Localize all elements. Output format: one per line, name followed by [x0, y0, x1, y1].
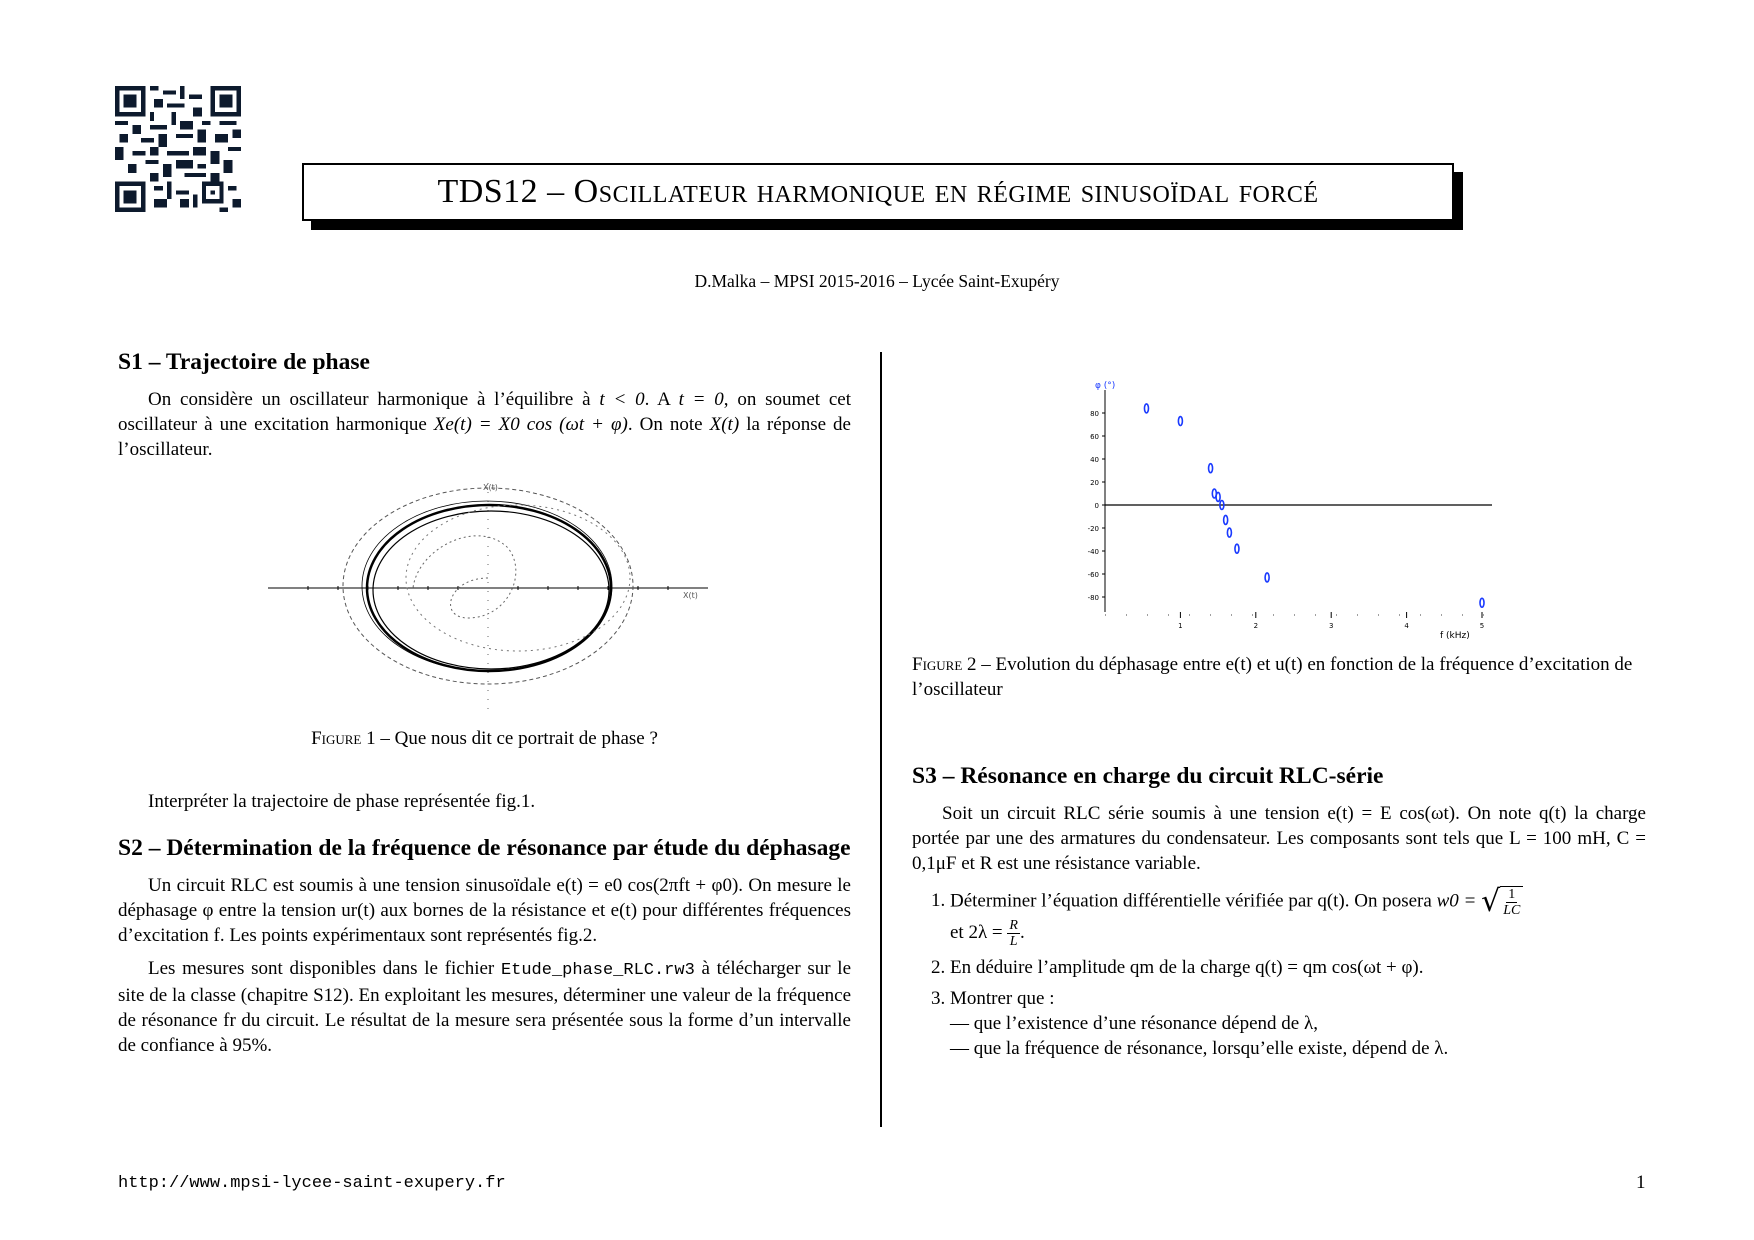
figure-2-caption: [912, 652, 1646, 702]
page-title: TDS12 – Oscillateur harmonique en régime sinusoïdal forcé: [437, 173, 1319, 210]
s1-cond1: t < 0: [599, 389, 645, 410]
fig2-y-tick-label: 40: [1090, 456, 1099, 464]
s1-text-d: . On note: [627, 414, 710, 435]
qr-code: [115, 86, 241, 212]
fig2-y-tick-label: 0: [1094, 502, 1099, 510]
figure-1-phase-portrait: [118, 478, 851, 718]
fig2-ticks: [1088, 410, 1485, 630]
page-number: 1: [1636, 1172, 1646, 1193]
fig2-axes: [1105, 390, 1492, 615]
s3-item-2: 2. En déduire l’amplitude qm de la charge q(t) = qm cos(ωt + φ).: [950, 955, 1646, 980]
r-over-l: [1007, 918, 1020, 949]
fig2-data-point: [1209, 464, 1213, 473]
fig1-axes: [268, 483, 708, 710]
fig2-data-point: [1178, 417, 1182, 426]
s1-cond2: t = 0: [678, 389, 724, 410]
fig1-y-label: X(t): [483, 483, 498, 492]
frac-den: LC: [1503, 903, 1521, 918]
figure-2-phase-chart: [912, 370, 1646, 640]
s3-item1-text: Déterminer l’équation différentielle vérifiée par q(t). On posera: [950, 890, 1437, 912]
fig2-data-point: [1144, 404, 1148, 413]
s3-item1-end: .: [1019, 921, 1025, 943]
s2-text-b: à télécharger sur le site de la classe (chapitre S12). En exploitant les mesures, déterminer une valeur de la fréquence de résonance fr du circuit. Le résultat de la mesure sera présentée sous la forme d’un intervalle de confiance à 95%.: [118, 958, 851, 1056]
fig2-x-tick-label: 5: [1479, 622, 1485, 630]
fig1-caption-text: – Que nous dit ce portrait de phase ?: [375, 728, 658, 749]
s3-subitem-2: — que la fréquence de résonance, lorsqu’elle existe, dépend de λ.: [950, 1038, 1449, 1059]
fig2-y-axis-label: φ (°): [1095, 381, 1116, 391]
fig2-caption-text: – Evolution du déphasage entre e(t) et u(t) en fonction de la fréquence d’excitation de l’oscillateur: [912, 654, 1633, 700]
s3-heading: S3 – Résonance en charge du circuit RLC-série: [912, 763, 1384, 789]
s3-item-3: [950, 986, 1646, 1061]
s2-paragraph-2: [118, 956, 851, 1058]
fig2-x-axis-label: f (kHz): [1440, 631, 1470, 640]
left-column: [118, 348, 851, 1058]
figure-1-caption: [118, 726, 851, 751]
fig2-y-tick-label: 80: [1090, 410, 1099, 418]
footer-url[interactable]: http://www.mpsi-lycee-saint-exupery.fr: [118, 1174, 506, 1193]
s3-w0: w0 =: [1436, 890, 1482, 912]
s2-paragraph-1: Un circuit RLC est soumis à une tension sinusoïdale e(t) = e0 cos(2πft + φ0). On mesure le déphasage φ entre la tension ur(t) aux bornes de la résistance et e(t) pour différentes fréquences d’excitation f. Les points expérimentaux sont représentés fig.2.: [118, 875, 851, 946]
s1-heading: S1 – Trajectoire de phase: [118, 349, 370, 375]
fig2-x-tick-label: 1: [1178, 622, 1183, 630]
fig1-x-label: X(t): [683, 591, 698, 600]
fig1-limit-cycle-b: [373, 511, 609, 669]
fig2-y-tick-label: 20: [1090, 479, 1099, 487]
frac-num: 1: [1508, 887, 1516, 902]
s3-item3-text: Montrer que :: [950, 988, 1055, 1009]
s1-text-b: . A: [644, 389, 679, 410]
fig2-y-tick-label: -60: [1087, 571, 1099, 579]
s2-text-a: Les mesures sont disponibles dans le fichier: [148, 958, 501, 979]
fig2-x-tick-label: 2: [1253, 622, 1259, 630]
fig2-y-tick-label: -40: [1087, 548, 1099, 556]
s3-intro: Soit un circuit RLC série soumis à une tension e(t) = E cos(ωt). On note q(t) la charge portée par une des armatures du condensateur. Les composants sont tels que L = 100 mH, C = 0,1μF et R est une résistance variable.: [912, 803, 1646, 874]
s1-excitation: Xe(t) = X0 cos (ωt + φ): [433, 414, 628, 435]
s3-question-list: [912, 886, 1646, 1061]
s1-text-e: la réponse de l’oscillateur.: [118, 414, 851, 460]
s1-response-var: X(t): [709, 414, 740, 435]
r-num: R: [1009, 918, 1018, 933]
sqrt-expression: √ $\frac{1}{LC}$: [1481, 886, 1523, 918]
fig2-x-tick-label: 4: [1404, 622, 1409, 630]
r-den: L: [1009, 934, 1018, 949]
fig2-data-point: [1216, 492, 1220, 501]
fig2-x-tick-label: 3: [1328, 622, 1334, 630]
right-column: [912, 370, 1646, 1067]
fig1-initial-spiral: [413, 536, 516, 618]
s3-item1-lambda: et 2λ =: [950, 921, 1008, 943]
s1-text-c: , on soumet cet oscillateur à une excitation harmonique: [118, 389, 851, 435]
fig2-data-point: [1227, 528, 1231, 537]
fig2-data-point: [1265, 573, 1269, 582]
s2-filename: Etude_phase_RLC.rw3: [500, 961, 695, 980]
fig2-y-tick-label: -80: [1087, 594, 1099, 602]
fig2-y-tick-label: 60: [1090, 433, 1099, 441]
fig2-y-tick-label: -20: [1087, 525, 1099, 533]
s1-text-a: On considère un oscillateur harmonique à l’équilibre à: [148, 389, 600, 410]
s1-question: Interpréter la trajectoire de phase représentée fig.1.: [148, 791, 536, 812]
fig2-data-point: [1480, 598, 1484, 607]
fig1-label: Figure 1: [311, 728, 376, 749]
column-divider: [880, 352, 882, 1127]
fig2-label: Figure 2: [912, 654, 977, 675]
s3-item-1: [950, 886, 1646, 949]
byline: D.Malka – MPSI 2015-2016 – Lycée Saint-Exupéry: [694, 271, 1060, 291]
s3-subitem-1: — que l’existence d’une résonance dépend de λ,: [950, 1013, 1318, 1034]
title-box: [302, 163, 1454, 221]
s1-paragraph: [118, 387, 851, 462]
s2-heading: S2 – Détermination de la fréquence de résonance par étude du déphasage: [118, 835, 851, 861]
fig2-data-point: [1235, 544, 1239, 553]
fig2-data-point: [1224, 515, 1228, 524]
